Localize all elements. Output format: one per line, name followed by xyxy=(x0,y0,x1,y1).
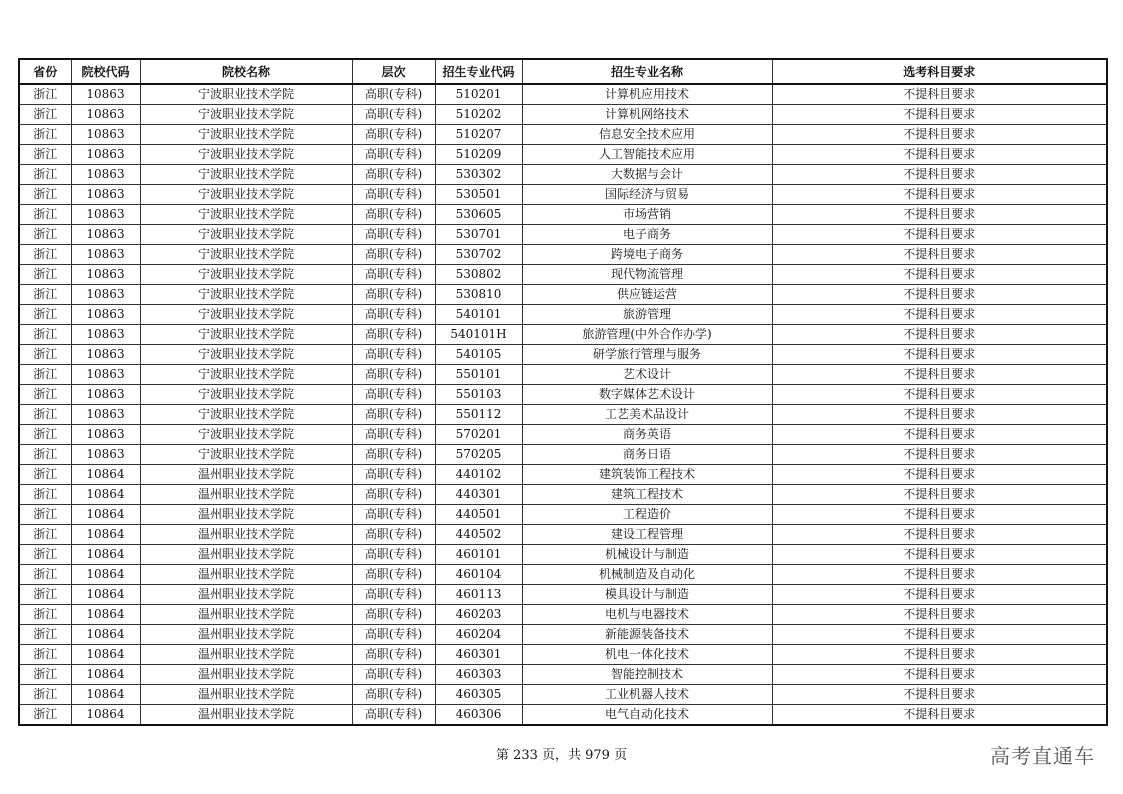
cell-level: 高职(专科) xyxy=(352,245,435,265)
cell-major-code: 460306 xyxy=(435,705,522,726)
cell-subject-requirement: 不提科目要求 xyxy=(772,245,1107,265)
table-row xyxy=(19,665,1107,685)
cell-school-code: 10863 xyxy=(71,445,140,465)
cell-school-name: 温州职业技术学院 xyxy=(140,485,352,505)
table-row xyxy=(19,105,1107,125)
cell-subject-requirement: 不提科目要求 xyxy=(772,425,1107,445)
cell-school-code: 10863 xyxy=(71,205,140,225)
cell-level: 高职(专科) xyxy=(352,285,435,305)
page-number: 第 233 页，共 979 页 xyxy=(495,748,628,763)
cell-level: 高职(专科) xyxy=(352,625,435,645)
cell-province: 浙江 xyxy=(19,585,71,605)
cell-level: 高职(专科) xyxy=(352,345,435,365)
cell-major-code: 530702 xyxy=(435,245,522,265)
column-header-major-name: 招生专业名称 xyxy=(522,59,772,84)
cell-major-code: 540101H xyxy=(435,325,522,345)
cell-level: 高职(专科) xyxy=(352,465,435,485)
cell-major-code: 550101 xyxy=(435,365,522,385)
cell-school-code: 10864 xyxy=(71,585,140,605)
cell-major-code: 530302 xyxy=(435,165,522,185)
cell-school-code: 10863 xyxy=(71,84,140,105)
cell-province: 浙江 xyxy=(19,305,71,325)
cell-school-name: 宁波职业技术学院 xyxy=(140,245,352,265)
cell-major-name: 商务日语 xyxy=(522,445,772,465)
cell-school-name: 宁波职业技术学院 xyxy=(140,145,352,165)
table-row xyxy=(19,325,1107,345)
cell-level: 高职(专科) xyxy=(352,145,435,165)
cell-major-code: 460113 xyxy=(435,585,522,605)
cell-major-name: 机电一体化技术 xyxy=(522,645,772,665)
cell-school-name: 宁波职业技术学院 xyxy=(140,205,352,225)
cell-major-code: 540101 xyxy=(435,305,522,325)
cell-subject-requirement: 不提科目要求 xyxy=(772,385,1107,405)
cell-province: 浙江 xyxy=(19,485,71,505)
column-header-subject-requirement: 选考科目要求 xyxy=(772,59,1107,84)
table-body xyxy=(19,84,1107,725)
cell-subject-requirement: 不提科目要求 xyxy=(772,205,1107,225)
cell-school-code: 10863 xyxy=(71,365,140,385)
cell-major-name: 研学旅行管理与服务 xyxy=(522,345,772,365)
cell-school-name: 宁波职业技术学院 xyxy=(140,265,352,285)
cell-major-code: 460101 xyxy=(435,545,522,565)
cell-school-name: 温州职业技术学院 xyxy=(140,545,352,565)
cell-major-code: 460305 xyxy=(435,685,522,705)
table-row xyxy=(19,205,1107,225)
cell-major-code: 550103 xyxy=(435,385,522,405)
cell-school-code: 10863 xyxy=(71,245,140,265)
cell-subject-requirement: 不提科目要求 xyxy=(772,445,1107,465)
cell-province: 浙江 xyxy=(19,265,71,285)
cell-major-name: 机械设计与制造 xyxy=(522,545,772,565)
cell-province: 浙江 xyxy=(19,565,71,585)
column-header-major-code: 招生专业代码 xyxy=(435,59,522,84)
cell-level: 高职(专科) xyxy=(352,84,435,105)
cell-subject-requirement: 不提科目要求 xyxy=(772,505,1107,525)
cell-major-name: 计算机应用技术 xyxy=(522,84,772,105)
table-row xyxy=(19,685,1107,705)
cell-school-name: 宁波职业技术学院 xyxy=(140,105,352,125)
cell-major-code: 510209 xyxy=(435,145,522,165)
cell-subject-requirement: 不提科目要求 xyxy=(772,605,1107,625)
cell-subject-requirement: 不提科目要求 xyxy=(772,485,1107,505)
cell-school-code: 10863 xyxy=(71,145,140,165)
cell-school-name: 宁波职业技术学院 xyxy=(140,405,352,425)
cell-school-code: 10863 xyxy=(71,425,140,445)
cell-subject-requirement: 不提科目要求 xyxy=(772,645,1107,665)
cell-major-name: 市场营销 xyxy=(522,205,772,225)
cell-major-code: 440502 xyxy=(435,525,522,545)
cell-school-code: 10864 xyxy=(71,485,140,505)
cell-level: 高职(专科) xyxy=(352,645,435,665)
cell-major-name: 计算机网络技术 xyxy=(522,105,772,125)
table-row xyxy=(19,425,1107,445)
cell-province: 浙江 xyxy=(19,325,71,345)
cell-level: 高职(专科) xyxy=(352,125,435,145)
table-row xyxy=(19,84,1107,105)
cell-major-name: 人工智能技术应用 xyxy=(522,145,772,165)
table-row xyxy=(19,285,1107,305)
cell-major-code: 460303 xyxy=(435,665,522,685)
cell-major-code: 540105 xyxy=(435,345,522,365)
table-row xyxy=(19,305,1107,325)
cell-province: 浙江 xyxy=(19,185,71,205)
cell-province: 浙江 xyxy=(19,685,71,705)
cell-school-code: 10864 xyxy=(71,565,140,585)
table-row xyxy=(19,445,1107,465)
table-row xyxy=(19,485,1107,505)
cell-school-code: 10864 xyxy=(71,685,140,705)
cell-school-name: 宁波职业技术学院 xyxy=(140,285,352,305)
cell-school-code: 10864 xyxy=(71,665,140,685)
cell-province: 浙江 xyxy=(19,365,71,385)
cell-major-name: 新能源装备技术 xyxy=(522,625,772,645)
cell-province: 浙江 xyxy=(19,105,71,125)
cell-school-code: 10863 xyxy=(71,405,140,425)
cell-level: 高职(专科) xyxy=(352,545,435,565)
table-row xyxy=(19,365,1107,385)
cell-school-code: 10864 xyxy=(71,525,140,545)
cell-level: 高职(专科) xyxy=(352,525,435,545)
cell-subject-requirement: 不提科目要求 xyxy=(772,225,1107,245)
cell-province: 浙江 xyxy=(19,525,71,545)
cell-school-name: 宁波职业技术学院 xyxy=(140,84,352,105)
cell-subject-requirement: 不提科目要求 xyxy=(772,145,1107,165)
cell-major-code: 510201 xyxy=(435,84,522,105)
cell-level: 高职(专科) xyxy=(352,425,435,445)
cell-school-code: 10863 xyxy=(71,285,140,305)
table-row xyxy=(19,165,1107,185)
table-row xyxy=(19,345,1107,365)
cell-province: 浙江 xyxy=(19,385,71,405)
cell-major-name: 工艺美术品设计 xyxy=(522,405,772,425)
cell-subject-requirement: 不提科目要求 xyxy=(772,265,1107,285)
cell-province: 浙江 xyxy=(19,405,71,425)
cell-school-name: 温州职业技术学院 xyxy=(140,625,352,645)
table-row xyxy=(19,405,1107,425)
cell-school-name: 宁波职业技术学院 xyxy=(140,385,352,405)
cell-school-name: 宁波职业技术学院 xyxy=(140,365,352,385)
cell-major-code: 570205 xyxy=(435,445,522,465)
admissions-table xyxy=(18,58,1108,726)
column-header-level: 层次 xyxy=(352,59,435,84)
cell-major-name: 工程造价 xyxy=(522,505,772,525)
table-row xyxy=(19,125,1107,145)
table-row xyxy=(19,565,1107,585)
cell-province: 浙江 xyxy=(19,225,71,245)
cell-school-name: 温州职业技术学院 xyxy=(140,465,352,485)
cell-level: 高职(专科) xyxy=(352,225,435,245)
cell-school-name: 温州职业技术学院 xyxy=(140,705,352,726)
cell-school-code: 10864 xyxy=(71,645,140,665)
table-header-row xyxy=(19,59,1107,84)
cell-major-name: 建筑工程技术 xyxy=(522,485,772,505)
table-row xyxy=(19,385,1107,405)
cell-school-name: 温州职业技术学院 xyxy=(140,645,352,665)
cell-school-code: 10864 xyxy=(71,465,140,485)
cell-major-name: 建设工程管理 xyxy=(522,525,772,545)
cell-province: 浙江 xyxy=(19,425,71,445)
cell-province: 浙江 xyxy=(19,145,71,165)
cell-subject-requirement: 不提科目要求 xyxy=(772,84,1107,105)
cell-school-name: 温州职业技术学院 xyxy=(140,665,352,685)
cell-school-name: 温州职业技术学院 xyxy=(140,505,352,525)
cell-subject-requirement: 不提科目要求 xyxy=(772,105,1107,125)
cell-subject-requirement: 不提科目要求 xyxy=(772,545,1107,565)
cell-province: 浙江 xyxy=(19,605,71,625)
cell-school-name: 温州职业技术学院 xyxy=(140,525,352,545)
cell-province: 浙江 xyxy=(19,245,71,265)
cell-school-code: 10863 xyxy=(71,105,140,125)
cell-subject-requirement: 不提科目要求 xyxy=(772,305,1107,325)
cell-school-name: 温州职业技术学院 xyxy=(140,685,352,705)
cell-major-name: 数字媒体艺术设计 xyxy=(522,385,772,405)
cell-major-name: 模具设计与制造 xyxy=(522,585,772,605)
cell-school-name: 温州职业技术学院 xyxy=(140,565,352,585)
cell-school-code: 10864 xyxy=(71,545,140,565)
cell-province: 浙江 xyxy=(19,625,71,645)
cell-level: 高职(专科) xyxy=(352,265,435,285)
cell-province: 浙江 xyxy=(19,505,71,525)
table-row xyxy=(19,505,1107,525)
cell-major-code: 550112 xyxy=(435,405,522,425)
cell-major-name: 现代物流管理 xyxy=(522,265,772,285)
cell-major-code: 460203 xyxy=(435,605,522,625)
cell-major-name: 跨境电子商务 xyxy=(522,245,772,265)
cell-school-name: 温州职业技术学院 xyxy=(140,605,352,625)
cell-school-name: 宁波职业技术学院 xyxy=(140,225,352,245)
table-row xyxy=(19,465,1107,485)
cell-school-name: 宁波职业技术学院 xyxy=(140,445,352,465)
cell-major-code: 440301 xyxy=(435,485,522,505)
table-row xyxy=(19,185,1107,205)
cell-subject-requirement: 不提科目要求 xyxy=(772,465,1107,485)
cell-subject-requirement: 不提科目要求 xyxy=(772,185,1107,205)
cell-major-name: 大数据与会计 xyxy=(522,165,772,185)
cell-major-name: 国际经济与贸易 xyxy=(522,185,772,205)
cell-school-name: 宁波职业技术学院 xyxy=(140,165,352,185)
cell-level: 高职(专科) xyxy=(352,565,435,585)
cell-province: 浙江 xyxy=(19,345,71,365)
cell-province: 浙江 xyxy=(19,445,71,465)
cell-school-code: 10864 xyxy=(71,625,140,645)
cell-school-name: 宁波职业技术学院 xyxy=(140,125,352,145)
cell-level: 高职(专科) xyxy=(352,365,435,385)
column-header-province: 省份 xyxy=(19,59,71,84)
cell-subject-requirement: 不提科目要求 xyxy=(772,525,1107,545)
cell-school-code: 10863 xyxy=(71,165,140,185)
cell-major-name: 建筑装饰工程技术 xyxy=(522,465,772,485)
cell-level: 高职(专科) xyxy=(352,385,435,405)
table-row xyxy=(19,225,1107,245)
cell-province: 浙江 xyxy=(19,665,71,685)
cell-province: 浙江 xyxy=(19,545,71,565)
cell-major-name: 工业机器人技术 xyxy=(522,685,772,705)
cell-major-name: 信息安全技术应用 xyxy=(522,125,772,145)
cell-province: 浙江 xyxy=(19,465,71,485)
cell-major-code: 530810 xyxy=(435,285,522,305)
table-row xyxy=(19,645,1107,665)
cell-province: 浙江 xyxy=(19,645,71,665)
cell-subject-requirement: 不提科目要求 xyxy=(772,285,1107,305)
column-header-school-code: 院校代码 xyxy=(71,59,140,84)
cell-school-code: 10863 xyxy=(71,225,140,245)
cell-major-code: 510202 xyxy=(435,105,522,125)
cell-level: 高职(专科) xyxy=(352,605,435,625)
cell-major-code: 460301 xyxy=(435,645,522,665)
cell-major-code: 530501 xyxy=(435,185,522,205)
cell-major-name: 电子商务 xyxy=(522,225,772,245)
cell-major-code: 440102 xyxy=(435,465,522,485)
table-row xyxy=(19,245,1107,265)
cell-level: 高职(专科) xyxy=(352,205,435,225)
cell-level: 高职(专科) xyxy=(352,685,435,705)
table-row xyxy=(19,605,1107,625)
cell-major-name: 供应链运营 xyxy=(522,285,772,305)
table-row xyxy=(19,585,1107,605)
cell-subject-requirement: 不提科目要求 xyxy=(772,565,1107,585)
cell-major-name: 电气自动化技术 xyxy=(522,705,772,726)
cell-level: 高职(专科) xyxy=(352,105,435,125)
table-row xyxy=(19,705,1107,726)
cell-province: 浙江 xyxy=(19,165,71,185)
table-row xyxy=(19,145,1107,165)
cell-major-code: 530802 xyxy=(435,265,522,285)
cell-level: 高职(专科) xyxy=(352,185,435,205)
cell-subject-requirement: 不提科目要求 xyxy=(772,585,1107,605)
cell-province: 浙江 xyxy=(19,705,71,726)
cell-major-name: 旅游管理 xyxy=(522,305,772,325)
cell-major-code: 460104 xyxy=(435,565,522,585)
cell-major-name: 商务英语 xyxy=(522,425,772,445)
cell-subject-requirement: 不提科目要求 xyxy=(772,345,1107,365)
cell-level: 高职(专科) xyxy=(352,505,435,525)
cell-province: 浙江 xyxy=(19,125,71,145)
cell-school-name: 温州职业技术学院 xyxy=(140,585,352,605)
cell-province: 浙江 xyxy=(19,285,71,305)
cell-school-code: 10864 xyxy=(71,505,140,525)
cell-major-name: 旅游管理(中外合作办学) xyxy=(522,325,772,345)
cell-school-name: 宁波职业技术学院 xyxy=(140,325,352,345)
cell-school-name: 宁波职业技术学院 xyxy=(140,185,352,205)
cell-level: 高职(专科) xyxy=(352,445,435,465)
cell-level: 高职(专科) xyxy=(352,585,435,605)
cell-major-name: 电机与电器技术 xyxy=(522,605,772,625)
cell-major-code: 570201 xyxy=(435,425,522,445)
table-row xyxy=(19,625,1107,645)
cell-school-code: 10863 xyxy=(71,325,140,345)
cell-subject-requirement: 不提科目要求 xyxy=(772,685,1107,705)
cell-level: 高职(专科) xyxy=(352,165,435,185)
cell-major-code: 530701 xyxy=(435,225,522,245)
cell-major-name: 机械制造及自动化 xyxy=(522,565,772,585)
cell-school-code: 10863 xyxy=(71,385,140,405)
cell-subject-requirement: 不提科目要求 xyxy=(772,665,1107,685)
cell-subject-requirement: 不提科目要求 xyxy=(772,125,1107,145)
cell-school-code: 10863 xyxy=(71,185,140,205)
table-row xyxy=(19,265,1107,285)
cell-school-code: 10863 xyxy=(71,305,140,325)
cell-school-name: 宁波职业技术学院 xyxy=(140,345,352,365)
cell-major-code: 460204 xyxy=(435,625,522,645)
cell-school-code: 10864 xyxy=(71,605,140,625)
watermark: 高考直通车 xyxy=(990,744,1095,768)
cell-subject-requirement: 不提科目要求 xyxy=(772,365,1107,385)
cell-level: 高职(专科) xyxy=(352,705,435,726)
cell-school-name: 宁波职业技术学院 xyxy=(140,425,352,445)
cell-school-code: 10864 xyxy=(71,705,140,726)
cell-school-name: 宁波职业技术学院 xyxy=(140,305,352,325)
cell-subject-requirement: 不提科目要求 xyxy=(772,625,1107,645)
cell-major-name: 智能控制技术 xyxy=(522,665,772,685)
cell-major-code: 510207 xyxy=(435,125,522,145)
cell-level: 高职(专科) xyxy=(352,485,435,505)
cell-province: 浙江 xyxy=(19,205,71,225)
cell-subject-requirement: 不提科目要求 xyxy=(772,705,1107,726)
cell-level: 高职(专科) xyxy=(352,305,435,325)
table-row xyxy=(19,525,1107,545)
cell-school-code: 10863 xyxy=(71,125,140,145)
cell-school-code: 10863 xyxy=(71,265,140,285)
column-header-school-name: 院校名称 xyxy=(140,59,352,84)
cell-subject-requirement: 不提科目要求 xyxy=(772,165,1107,185)
cell-major-name: 艺术设计 xyxy=(522,365,772,385)
cell-major-code: 530605 xyxy=(435,205,522,225)
cell-subject-requirement: 不提科目要求 xyxy=(772,405,1107,425)
table-row xyxy=(19,545,1107,565)
cell-level: 高职(专科) xyxy=(352,405,435,425)
cell-school-code: 10863 xyxy=(71,345,140,365)
cell-province: 浙江 xyxy=(19,84,71,105)
cell-level: 高职(专科) xyxy=(352,325,435,345)
cell-major-code: 440501 xyxy=(435,505,522,525)
cell-subject-requirement: 不提科目要求 xyxy=(772,325,1107,345)
cell-level: 高职(专科) xyxy=(352,665,435,685)
